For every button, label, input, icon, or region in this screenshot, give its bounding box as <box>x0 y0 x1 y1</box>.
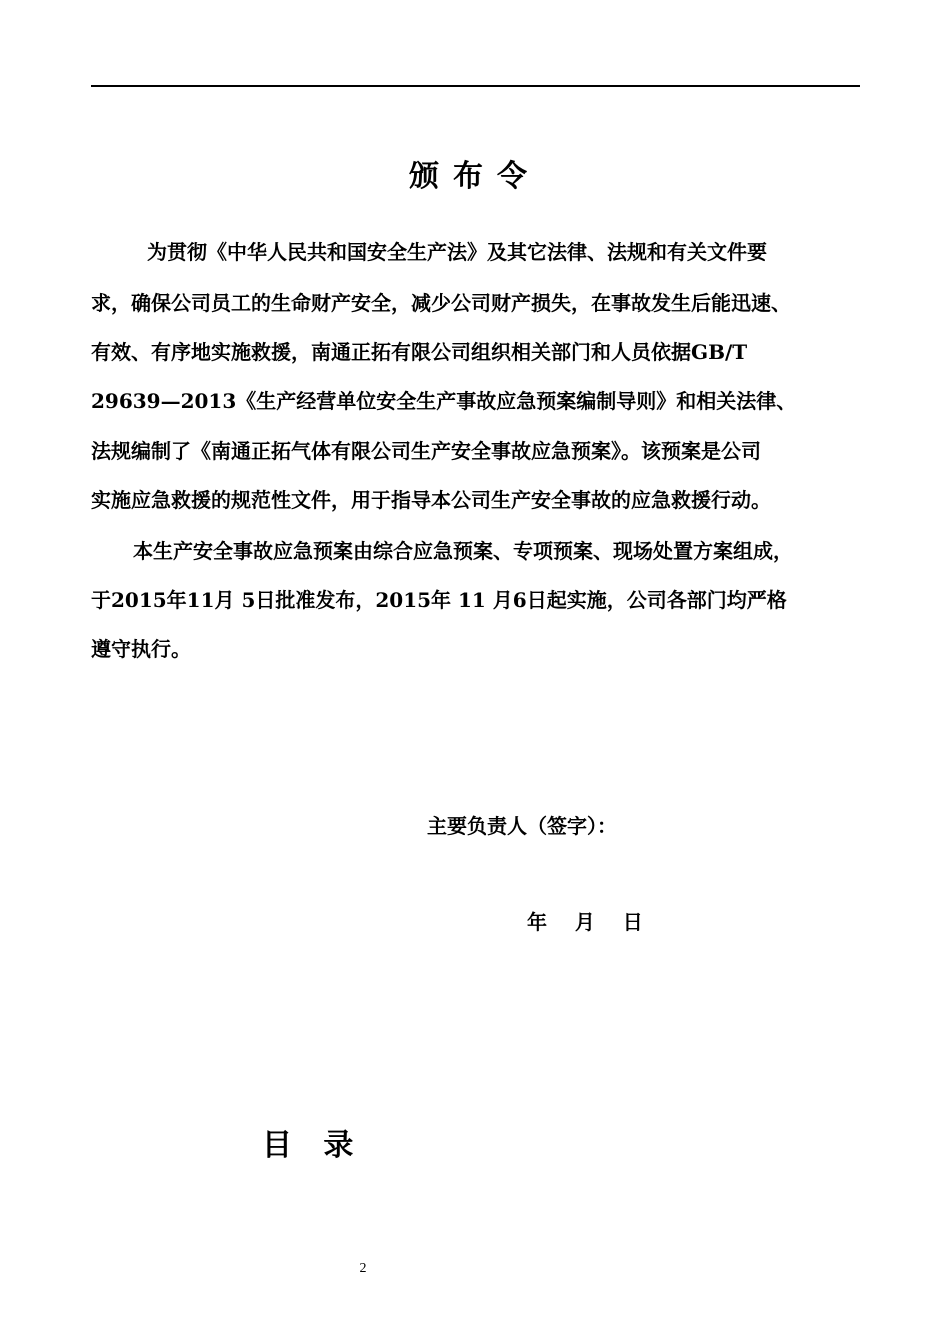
paragraph-1-line-1: 为贯彻《中华人民共和国安全生产法》及其它法律、法规和有关文件要 <box>147 240 767 264</box>
paragraph-2-line-1: 本生产安全事故应急预案由综合应急预案、专项预案、现场处置方案组成， <box>133 539 793 563</box>
signature-label: 主要负责人（签字）： <box>427 814 617 838</box>
paragraph-1-line-3: 有效、有序地实施救援，南通正拓有限公司组织相关部门和人员依据GB/T <box>91 340 748 364</box>
document-title: 颁布令 <box>409 159 541 194</box>
header-rule <box>91 85 860 87</box>
paragraph-2-line-3: 遵守执行。 <box>91 637 191 661</box>
page-number: 2 <box>359 1261 367 1276</box>
table-of-contents-title: 目 录 <box>262 1128 354 1163</box>
paragraph-1-line-2: 求，确保公司员工的生命财产安全，减少公司财产损失，在事故发生后能迅速、 <box>91 291 791 315</box>
date-placeholder: 年 月 日 <box>527 910 643 934</box>
paragraph-1-line-4: 29639—2013《生产经营单位安全生产事故应急预案编制导则》和相关法律、 <box>91 389 797 413</box>
paragraph-1-line-6: 实施应急救援的规范性文件，用于指导本公司生产安全事故的应急救援行动。 <box>91 488 771 512</box>
paragraph-2-line-2: 于2015年11月 5日批准发布，2015年 11 月6日起实施，公司各部门均严格 <box>91 588 787 612</box>
paragraph-1-line-5: 法规编制了《南通正拓气体有限公司生产安全事故应急预案》。该预案是公司 <box>91 439 761 463</box>
